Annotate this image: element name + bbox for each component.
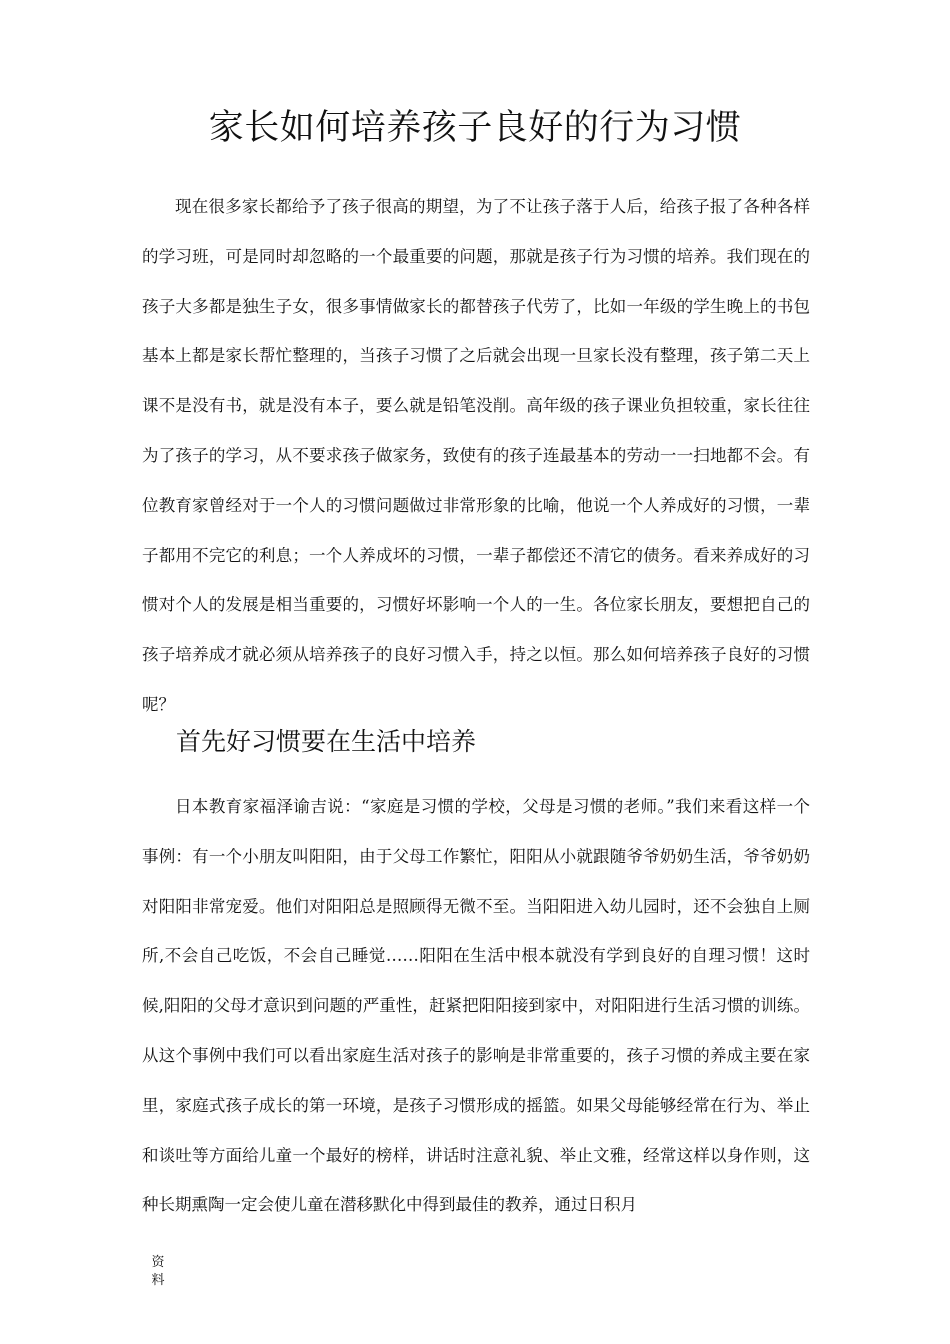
document-title: 家长如何培养孩子良好的行为习惯 xyxy=(208,108,742,148)
intro-paragraph: 现在很多家长都给予了孩子很高的期望，为了不让孩子落于人后，给孩子报了各种各样的学习班，可是同时却忽略的一个最重要的问题，那就是孩子行为习惯的培养。我们现在的孩子大多都是独生子女，很多事情做家长的都替孩子代劳了，比如一年级的学生晚上的书包基本上都是家长帮忙整理的，当孩子习惯了之后就会出现一旦家长没有整理，孩子第二天上课不是没有书，就是没有本子，要么就是铅笔没削。高年级的孩子课业负担较重，家长往往为了孩子的学习，从不要求孩子做家务，致使有的孩子连最基本的劳动一一扫地都不会。有位教育家曾经对于一个人的习惯问题做过非常形象的比喻，他说一个人养成好的习惯，一辈子都用不完它的利息；一个人养成坏的习惯，一辈子都偿还不清它的债务。看来养成好的习惯对个人的发展是相当重要的，习惯好坏影响一个人的一生。各位家长朋友，要想把自己的孩子培养成才就必须从培养孩子的良好习惯入手，持之以恒。那么如何培养孩子良好的习惯呢？ xyxy=(142,197,810,714)
section-heading: 首先好习惯要在生活中培养 xyxy=(176,727,477,756)
footer-label: 资料 xyxy=(151,1255,165,1288)
section-paragraph: 日本教育家福泽谕吉说：“家庭是习惯的学校，父母是习惯的老师。”我们来看这样一个事例：有一个小朋友叫阳阳，由于父母工作繁忙，阳阳从小就跟随爷爷奶奶生活，爷爷奶奶对阳阳非常宠爱。他们对阳阳总是照顾得无微不至。当阳阳进入幼儿园时，还不会独自上厕所,不会自己吃饭，不会自己睡觉……阳阳在生活中根本就没有学到良好的自理习惯！这时候,阳阳的父母才意识到问题的严重性，赶紧把阳阳接到家中，对阳阳进行生活习惯的训练。从这个事例中我们可以看出家庭生活对孩子的影响是非常重要的，孩子习惯的养成主要在家里，家庭式孩子成长的第一环境，是孩子习惯形成的摇篮。如果父母能够经常在行为、举止和谈吐等方面给儿童一个最好的榜样，讲话时注意礼貌、举止文雅，经常这样以身作则，这种长期熏陶一定会使儿童在潜移默化中得到最佳的教养，通过日积月 xyxy=(142,797,810,1215)
